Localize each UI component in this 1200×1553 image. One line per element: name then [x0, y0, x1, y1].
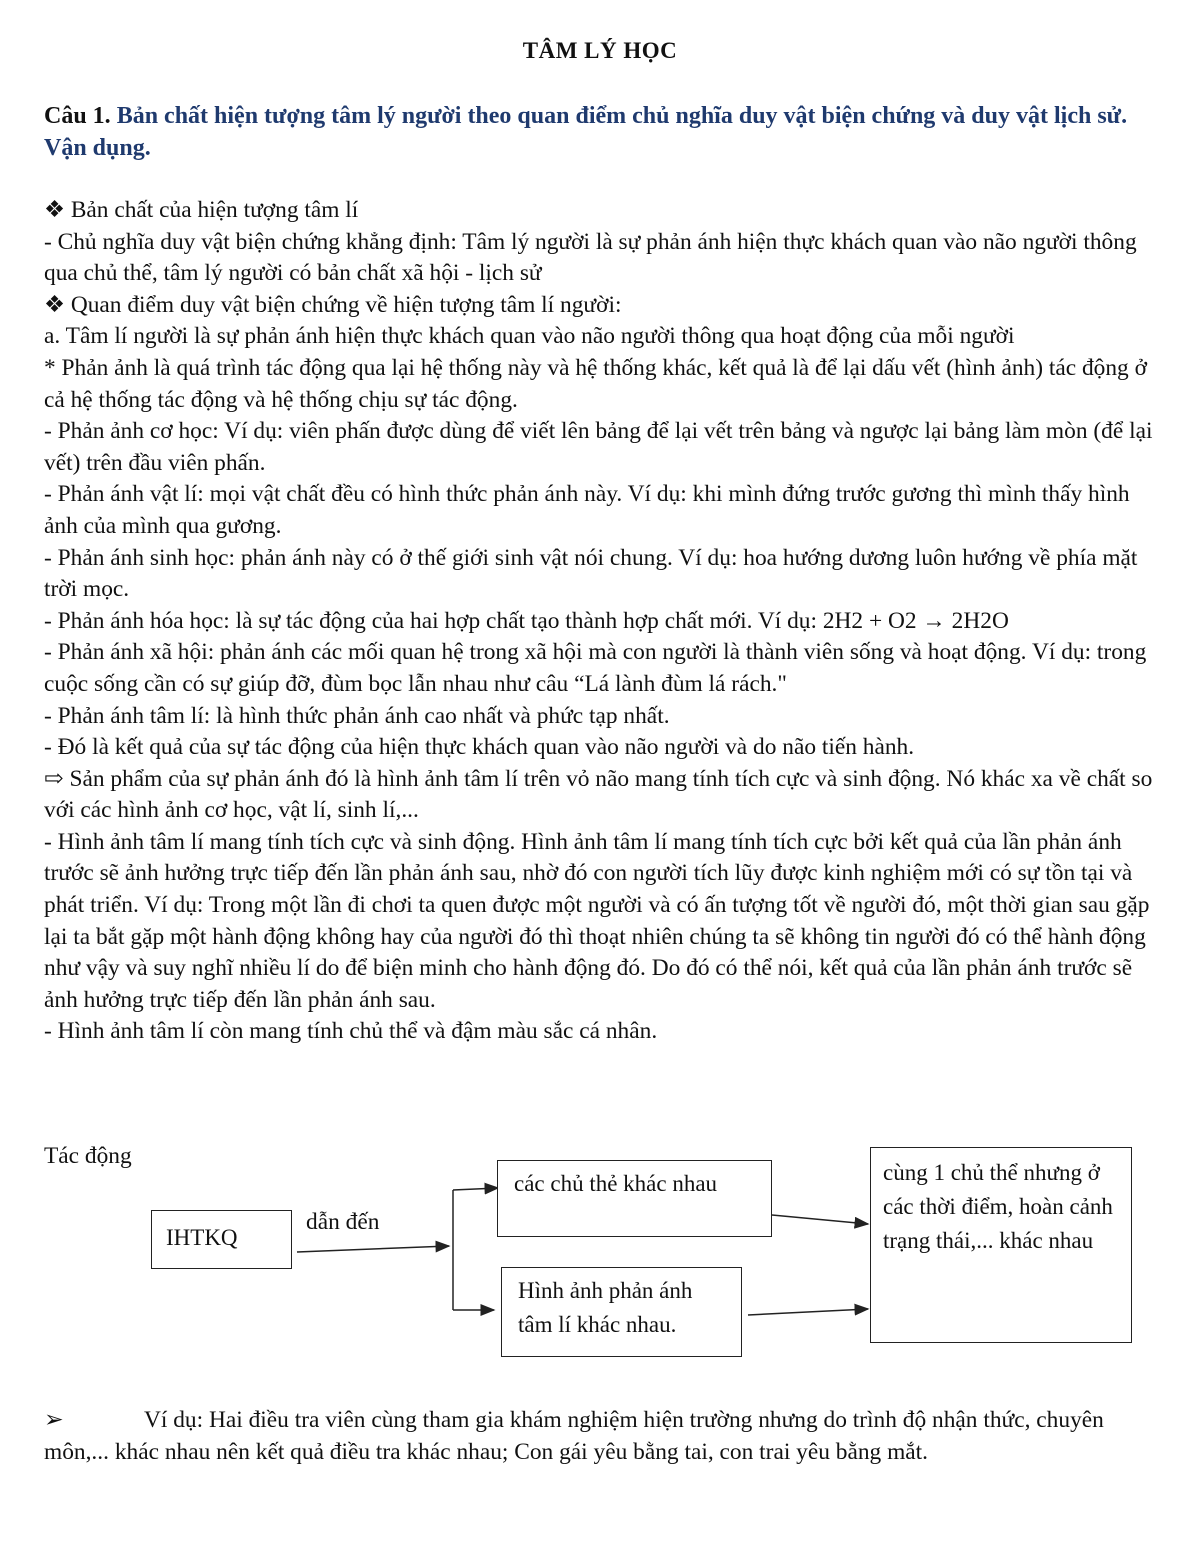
question-text: Bản chất hiện tượng tâm lý người theo quan điểm chủ nghĩa duy vật biện chứng và duy vật lịch sử. Vận dụng. [44, 103, 1128, 161]
paragraph: ⇨ Sản phẩm của sự phản ánh đó là hình ảnh tâm lí trên vỏ não mang tính tích cực và sinh động. Nó khác xa về chất so với các hình ảnh cơ học, vật lí, sinh lí,... [44, 765, 1153, 824]
paragraph: - Phản ảnh cơ học: Ví dụ: viên phấn được dùng để viết lên bảng để lại vết trên bảng và ngược lại bảng làm mòn (để lại vết) trên đầu viên phấn. [44, 418, 1153, 476]
arrow-images-to-time [748, 1309, 868, 1315]
paragraph: - Phản ánh vật lí: mọi vật chất đều có hình thức phản ánh này. Ví dụ: khi mình đứng trước gương thì mình thấy hình ảnh của mình qua gương. [44, 481, 1130, 539]
arrow-ihtkq-to-branch [297, 1246, 449, 1252]
paragraph: - Hình ảnh tâm lí mang tính tích cực và sinh động. Hình ảnh tâm lí mang tính tích cực bởi kết quả của lần phản ánh trước sẽ ảnh hưởng trực tiếp đến lần phản ánh sau, nhờ đó con người tích lũy được kinh nghiệm mới có sự tồn tại và phát triển. Ví dụ: Trong một lần đi chơi ta quen được một người và có ấn tượng tốt về người đó, một thời gian sau gặp lại ta bắt gặp một hành động không hay của người đó thì thoạt nhiên chúng ta sẽ không tin người đó có thể hành động như vậy và suy nghĩ nhiều lí do để biện minh cho hành động đó. Do đó có thể nói, kết quả của lần phản ánh trước sẽ ảnh hưởng trực tiếp đến lần phản ánh sau. [44, 828, 1150, 1013]
paragraph: - Hình ảnh tâm lí còn mang tính chủ thể và đậm màu sắc cá nhân. [44, 1018, 658, 1045]
paragraph: - Phản ánh xã hội: phản ánh các mối quan hệ trong xã hội mà con người là thành viên sống và hoạt động. Ví dụ: trong cuộc sống cần có sự giúp đỡ, đùm bọc lẫn nhau như câu “Lá lành đùm lá rách." [44, 639, 1147, 697]
arrow-branch-to-subjects [453, 1188, 498, 1190]
paragraph: - Đó là kết quả của sự tác động của hiện thực khách quan vào não người và do não tiến hành. [44, 734, 915, 761]
question-number: Câu 1. [44, 103, 111, 129]
paragraph: - Phản ánh tâm lí: là hình thức phản ánh cao nhất và phức tạp nhất. [44, 702, 670, 729]
paragraph: a. Tâm lí người là sự phản ánh hiện thực khách quan vào não người thông qua hoạt động của mỗi người [44, 323, 1015, 350]
arrow-bullet-icon: ➢ [44, 1407, 64, 1433]
diagram-box-different-subjects: các chủ thẻ khác nhau [497, 1160, 772, 1237]
arrow-subjects-to-time [772, 1215, 868, 1224]
diagram-label-impact: Tác động [44, 1143, 132, 1169]
section-heading-viewpoint: ❖ Quan điểm duy vật biện chứng về hiện tượng tâm lí người: [44, 291, 622, 318]
diagram-label-leads-to: dẫn đến [306, 1209, 380, 1235]
example-paragraph [44, 1404, 1168, 1468]
section-heading-nature: ❖ Bản chất của hiện tượng tâm lí [44, 197, 359, 223]
diagram-box-ihtkq: IHTKQ [151, 1210, 292, 1269]
diagram-box-same-subject: cùng 1 chủ thể nhưng ở các thời điểm, hoàn cảnh trạng thái,... khác nhau [870, 1147, 1132, 1343]
paragraph: - Phản ánh sinh học: phản ánh này có ở thế giới sinh vật nói chung. Ví dụ: hoa hướng dương luôn hướng về phía mặt trời mọc. [44, 544, 1138, 603]
paragraph: - Chủ nghĩa duy vật biện chứng khẳng định: Tâm lý người là sự phản ánh hiện thực khách quan vào não người thông qua chủ thể, tâm lý người có bản chất xã hội - lịch sử [44, 228, 1137, 287]
paragraph: * Phản ảnh là quá trình tác động qua lại hệ thống này và hệ thống khác, kết quả là để lại dấu vết (hình ảnh) tác động ở cả hệ thống tác động và hệ thống chịu sự tác động. [44, 354, 1147, 413]
page-title: TÂM LÝ HỌC [522, 38, 678, 63]
diagram-box-different-images: Hình ảnh phản ánh tâm lí khác nhau. [501, 1267, 742, 1357]
example-text: Ví dụ: Hai điều tra viên cùng tham gia khám nghiệm hiện trường nhưng do trình độ nhận thức, chuyên môn,... khác nhau nên kết quả điều tra khác nhau; Con gái yêu bằng tai, con trai yêu bằng mắt. [44, 1407, 1104, 1465]
paragraph: - Phản ánh hóa học: là sự tác động của hai hợp chất tạo thành hợp chất mới. Ví dụ: 2H2 + O2 → 2H2O [44, 607, 1009, 634]
